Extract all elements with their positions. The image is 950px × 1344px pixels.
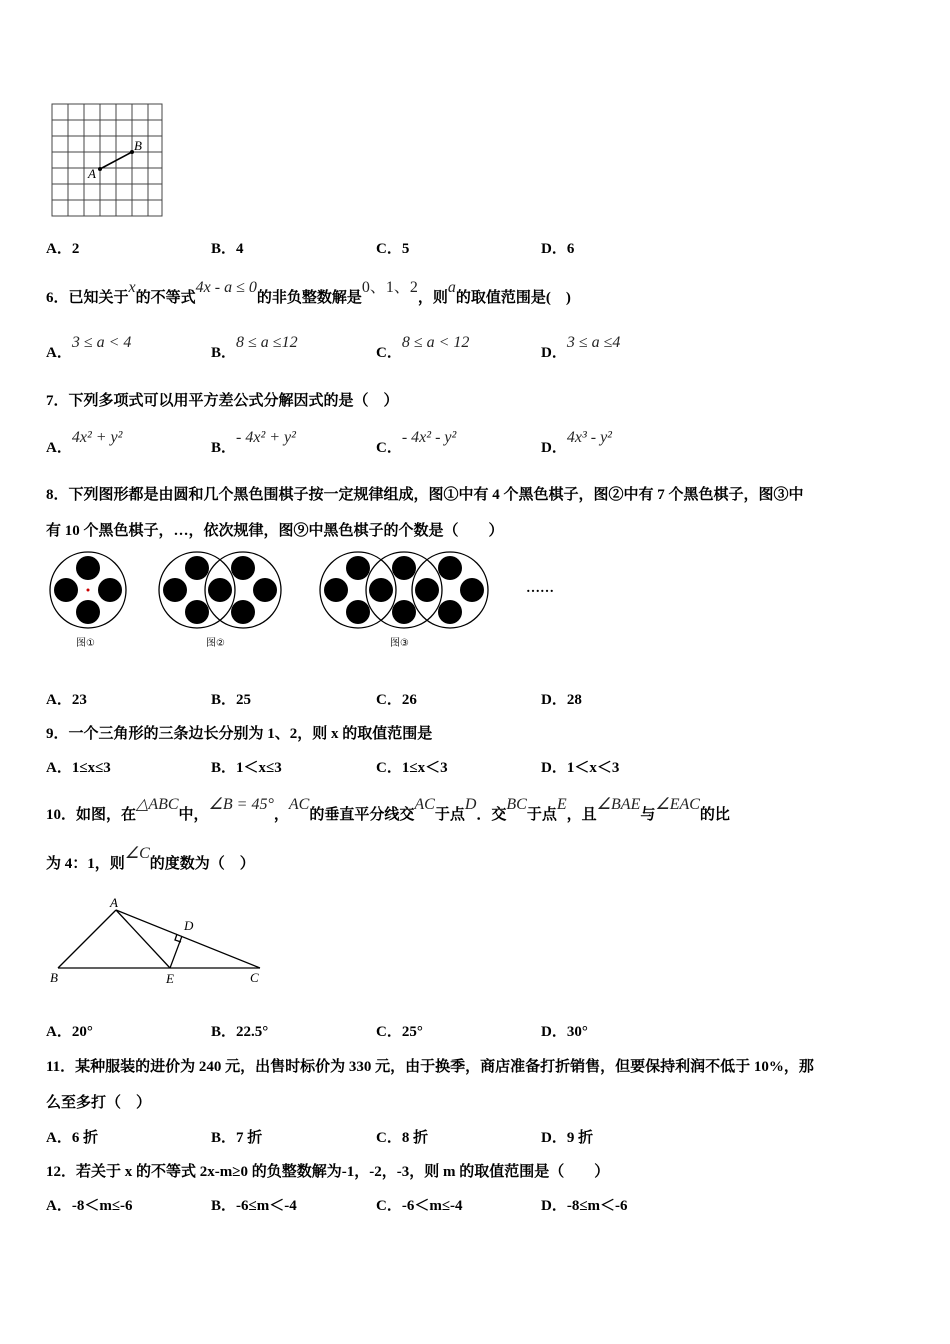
q11-option-a[interactable]: A．6 折 [46,1130,99,1146]
q11-option-c[interactable]: C．8 折 [376,1130,429,1146]
q10-option-b[interactable]: B．22.5° [211,1024,269,1040]
q12-stem: 12．若关于 x 的不等式 2x-m≥0 的负整数解为-1，-2，-3，则 m 的取值范围是（ ） [46,1164,610,1180]
q5-point-a-label: A [88,166,96,181]
q7-option-a[interactable]: A．4x² + y² [46,429,123,456]
q12-option-b[interactable]: B．-6≤m＜-4 [211,1198,297,1214]
q10-label-b: B [50,970,58,985]
q8-caption-2: 图② [206,638,225,649]
q8-stem-line1: 8．下列图形都是由圆和几个黑色围棋子按一定规律组成，图①中有 4 个黑色棋子，图②中有 7 个黑色棋子，图③中 [46,487,804,503]
q8-option-a[interactable]: A．23 [46,692,87,708]
q9-option-a[interactable]: A．1≤x≤3 [46,760,111,776]
q10-stem-line2: 为 4：1，则∠C的度数为（ ） [46,845,255,872]
q9-option-d[interactable]: D．1＜x＜3 [541,760,620,776]
q6-option-c[interactable]: C．8 ≤ a < 12 [376,334,470,361]
q5-option-a[interactable]: A．2 [46,241,80,257]
q7-stem: 7．下列多项式可以用平方差公式分解因式的是（ ） [46,393,399,409]
q11-stem-line1: 11．某种服装的进价为 240 元，出售时标价为 330 元，由于换季，商店准备打折销售，但要保持利润不低于 10%，那 [46,1059,814,1075]
q8-stem-line2: 有 10 个黑色棋子，…，依次规律，图⑨中黑色棋子的个数是（ ） [46,523,504,539]
q11-stem-line2: 么至多打（ ） [46,1095,152,1111]
q9-option-c[interactable]: C．1≤x＜3 [376,760,448,776]
q9-option-b[interactable]: B．1＜x≤3 [211,760,282,776]
q11-option-d[interactable]: D．9 折 [541,1130,594,1146]
q10-option-a[interactable]: A．20° [46,1024,93,1040]
q8-figure-2 [159,552,281,628]
q10-label-a: A [110,895,118,910]
q12-option-c[interactable]: C．-6＜m≤-4 [376,1198,463,1214]
q8-option-b[interactable]: B．25 [211,692,252,708]
q12-option-d[interactable]: D．-8≤m＜-6 [541,1198,628,1214]
q6-option-a[interactable]: A．3 ≤ a < 4 [46,334,132,361]
q5-point-b-label: B [134,138,142,153]
q7-option-b[interactable]: B．- 4x² + y² [211,429,296,456]
q6-stem: 6．已知关于x的不等式4x - a ≤ 0的非负整数解是0、1、2，则a的取值范围是( ) [46,279,571,306]
q6-option-d[interactable]: D．3 ≤ a ≤4 [541,334,621,361]
q7-option-d[interactable]: D．4x³ - y² [541,429,612,456]
q8-option-d[interactable]: D．28 [541,692,582,708]
q9-stem: 9．一个三角形的三条边长分别为 1、2，则 x 的取值范围是 [46,726,433,742]
q5-option-d[interactable]: D．6 [541,241,575,257]
q10-triangle-figure [44,892,274,992]
q10-label-c: C [250,970,259,985]
q6-option-b[interactable]: B．8 ≤ a ≤12 [211,334,298,361]
q8-figure-1 [50,552,126,628]
q8-caption-3: 图③ [390,638,409,649]
q8-pattern-figures [40,548,580,658]
q10-option-c[interactable]: C．25° [376,1024,423,1040]
q5-option-b[interactable]: B．4 [211,241,244,257]
q8-caption-1: 图① [76,638,95,649]
q5-grid-figure [50,100,166,220]
q8-ellipsis: …… [526,581,554,596]
q11-option-b[interactable]: B．7 折 [211,1130,263,1146]
q12-option-a[interactable]: A．-8＜m≤-6 [46,1198,133,1214]
q5-option-c[interactable]: C．5 [376,241,410,257]
q7-option-c[interactable]: C．- 4x² - y² [376,429,457,456]
q10-label-e: E [166,971,174,986]
q10-label-d: D [184,918,194,933]
q8-option-c[interactable]: C．26 [376,692,417,708]
q10-option-d[interactable]: D．30° [541,1024,588,1040]
q8-figure-3 [320,552,488,628]
q10-stem-line1: 10．如图，在△ABC中，∠B = 45°，AC的垂直平分线交AC于点D．交BC于点E，且∠BAE与∠EAC的比 [46,796,730,823]
